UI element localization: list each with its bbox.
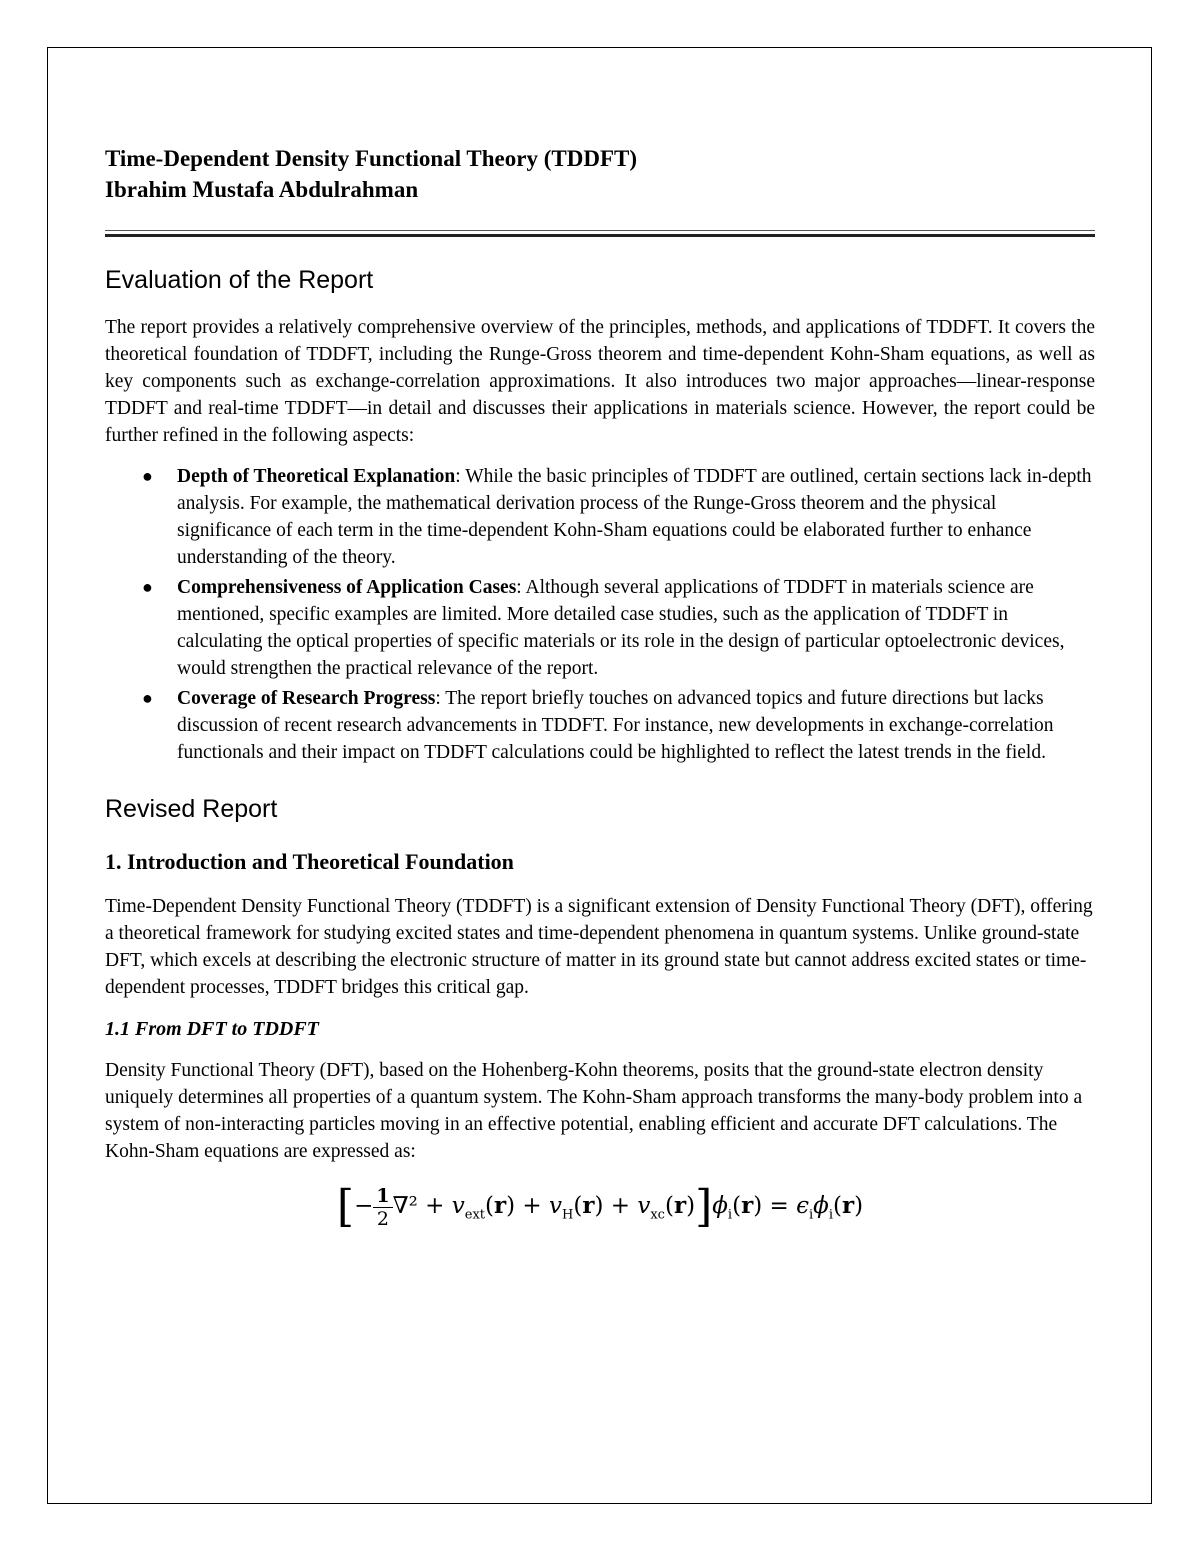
aspect-text: : While the basic principles of TDDFT are outlined, certain sections lack in-depth analysis. For example, the mathematical derivation process of the Runge-Gross theorem and the physical significance of each term in the time-dependent Kohn-Sham equations could be elaborated further to enhance understanding of the theory. [177, 466, 1092, 568]
subsection-text: Density Functional Theory (DFT), based on the Hohenberg-Kohn theorems, posits that the ground-state electron density uniquely determines all properties of a quantum system. The Kohn-Sham approach transforms the many-body problem into a system of non-interacting particles moving in an effective potential, enabling efficient and accurate DFT calculations. The Kohn-Sham equations are expressed as: [105, 1060, 1083, 1162]
kohn-sham-equation: [− $\frac{1}{2}$ $\nabla^2 + v_{ext}(r) + v_H(r) + v_{xc}(r)]\phi_i(r) = \epsilon_i\phi_i(r)$ [336, 1181, 864, 1232]
aspect-title: Coverage of Research Progress [177, 688, 436, 709]
aspect-title: Depth of Theoretical Explanation [177, 466, 456, 487]
bullet-icon: ● [142, 466, 153, 486]
title-divider [105, 230, 1095, 237]
section-1-text: Time-Dependent Density Functional Theory (TDDFT) is a significant extension of Density Functional Theory (DFT), offering a theoretical framework for studying excited states and time-dependent phenomena in quantum systems. Unlike ground-state DFT, which excels at describing the electronic structure of matter in its ground state but cannot address excited states or time-dependent processes, TDDFT bridges this critical gap. [105, 896, 1093, 998]
aspect-text: : The report briefly touches on advanced topics and future directions but lacks discussion of recent research advancements in TDDFT. For instance, new developments in exchange-correlation functionals and their impact on TDDFT calculations could be highlighted to reflect the latest trends in the field. [177, 688, 1054, 763]
bullet-icon: ● [142, 688, 153, 708]
subsection-heading: 1.1 From DFT to TDDFT [105, 1018, 319, 1040]
list-item [105, 574, 1095, 682]
list-item [105, 685, 1095, 766]
list-item [105, 463, 1095, 571]
aspect-text: : Although several applications of TDDFT in materials science are mentioned, specific examples are limited. More detailed case studies, such as the application of TDDFT in calculating the optical properties of specific materials or its role in the design of particular optoelectronic devices, would strengthen the practical relevance of the report. [177, 577, 1065, 679]
aspect-title: Comprehensiveness of Application Cases [177, 577, 517, 598]
section-1-heading: 1. Introduction and Theoretical Foundation [105, 849, 514, 874]
document-content [105, 143, 1095, 1241]
aspects-list [105, 463, 1095, 766]
document-author: Ibrahim Mustafa Abdulrahman [105, 177, 419, 202]
evaluation-heading: Evaluation of the Report [105, 266, 374, 294]
document-title: Time-Dependent Density Functional Theory (TDDFT) [105, 146, 637, 171]
evaluation-intro: The report provides a relatively comprehensive overview of the principles, methods, and applications of TDDFT. It covers the theoretical foundation of TDDFT, including the Runge-Gross theorem and time-dependent Kohn-Sham equations, as well as key components such as exchange-correlation approximations. It also introduces two major approaches—linear-response TDDFT and real-time TDDFT—in detail and discusses their applications in materials science. However, the report could be further refined in the following aspects: [105, 317, 1095, 446]
bullet-icon: ● [142, 577, 153, 597]
revised-heading: Revised Report [105, 795, 278, 823]
